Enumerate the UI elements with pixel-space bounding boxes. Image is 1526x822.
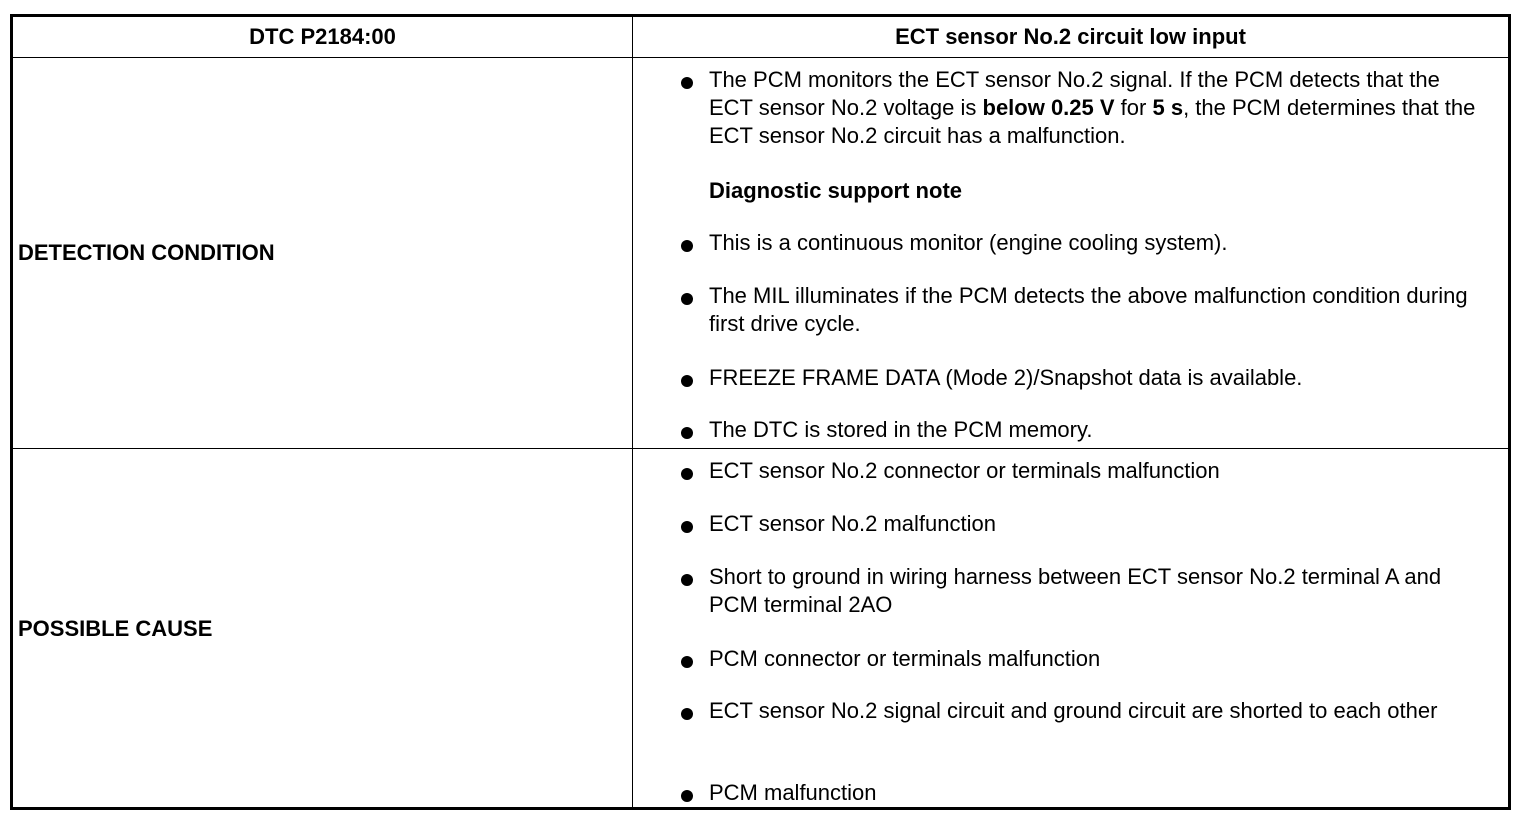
diagnostic-support-note-heading: Diagnostic support note <box>709 178 962 203</box>
cause-item: ECT sensor No.2 connector or terminals malfunction <box>709 458 1220 483</box>
detection-text-part: The PCM monitors the ECT sensor No.2 signal. If the PCM detects that the ECT sensor No.2 voltage is <box>709 67 1440 120</box>
voltage-threshold: below 0.25 V <box>982 95 1115 120</box>
note-item: The MIL illuminates if the PCM detects the above malfunction condition during first drive cycle. <box>709 283 1468 336</box>
cause-item: PCM malfunction <box>709 780 877 805</box>
dtc-title-header: ECT sensor No.2 circuit low input <box>895 24 1246 49</box>
bullet-icon <box>681 240 693 252</box>
bullet-icon <box>681 77 693 89</box>
possible-cause-label: POSSIBLE CAUSE <box>18 616 213 641</box>
cause-item: PCM connector or terminals malfunction <box>709 646 1101 671</box>
dtc-table <box>10 14 1511 810</box>
column-divider <box>632 17 633 807</box>
time-threshold: 5 s <box>1152 95 1184 120</box>
cause-item: Short to ground in wiring harness between ECT sensor No.2 terminal A and PCM terminal 2AO <box>709 564 1442 617</box>
detection-text-part: for <box>1114 95 1153 120</box>
row-divider <box>13 448 1508 449</box>
bullet-icon <box>681 293 693 305</box>
bullet-icon <box>681 790 693 802</box>
note-item: The DTC is stored in the PCM memory. <box>709 417 1093 442</box>
bullet-icon <box>681 375 693 387</box>
note-item: This is a continuous monitor (engine cooling system). <box>709 230 1228 255</box>
bullet-icon <box>681 574 693 586</box>
detection-main-text <box>709 66 1489 150</box>
detection-condition-label: DETECTION CONDITION <box>18 240 275 265</box>
bullet-icon <box>681 708 693 720</box>
bullet-icon <box>681 521 693 533</box>
cause-item: ECT sensor No.2 signal circuit and ground circuit are shorted to each other <box>709 698 1438 723</box>
note-item: FREEZE FRAME DATA (Mode 2)/Snapshot data is available. <box>709 365 1303 390</box>
bullet-icon <box>681 656 693 668</box>
detection-text-part: , the PCM determines that the ECT sensor No.2 circuit has a malfunction. <box>709 95 1476 148</box>
bullet-icon <box>681 468 693 480</box>
dtc-code-header: DTC P2184:00 <box>249 24 396 49</box>
bullet-icon <box>681 427 693 439</box>
cause-item: ECT sensor No.2 malfunction <box>709 511 996 536</box>
